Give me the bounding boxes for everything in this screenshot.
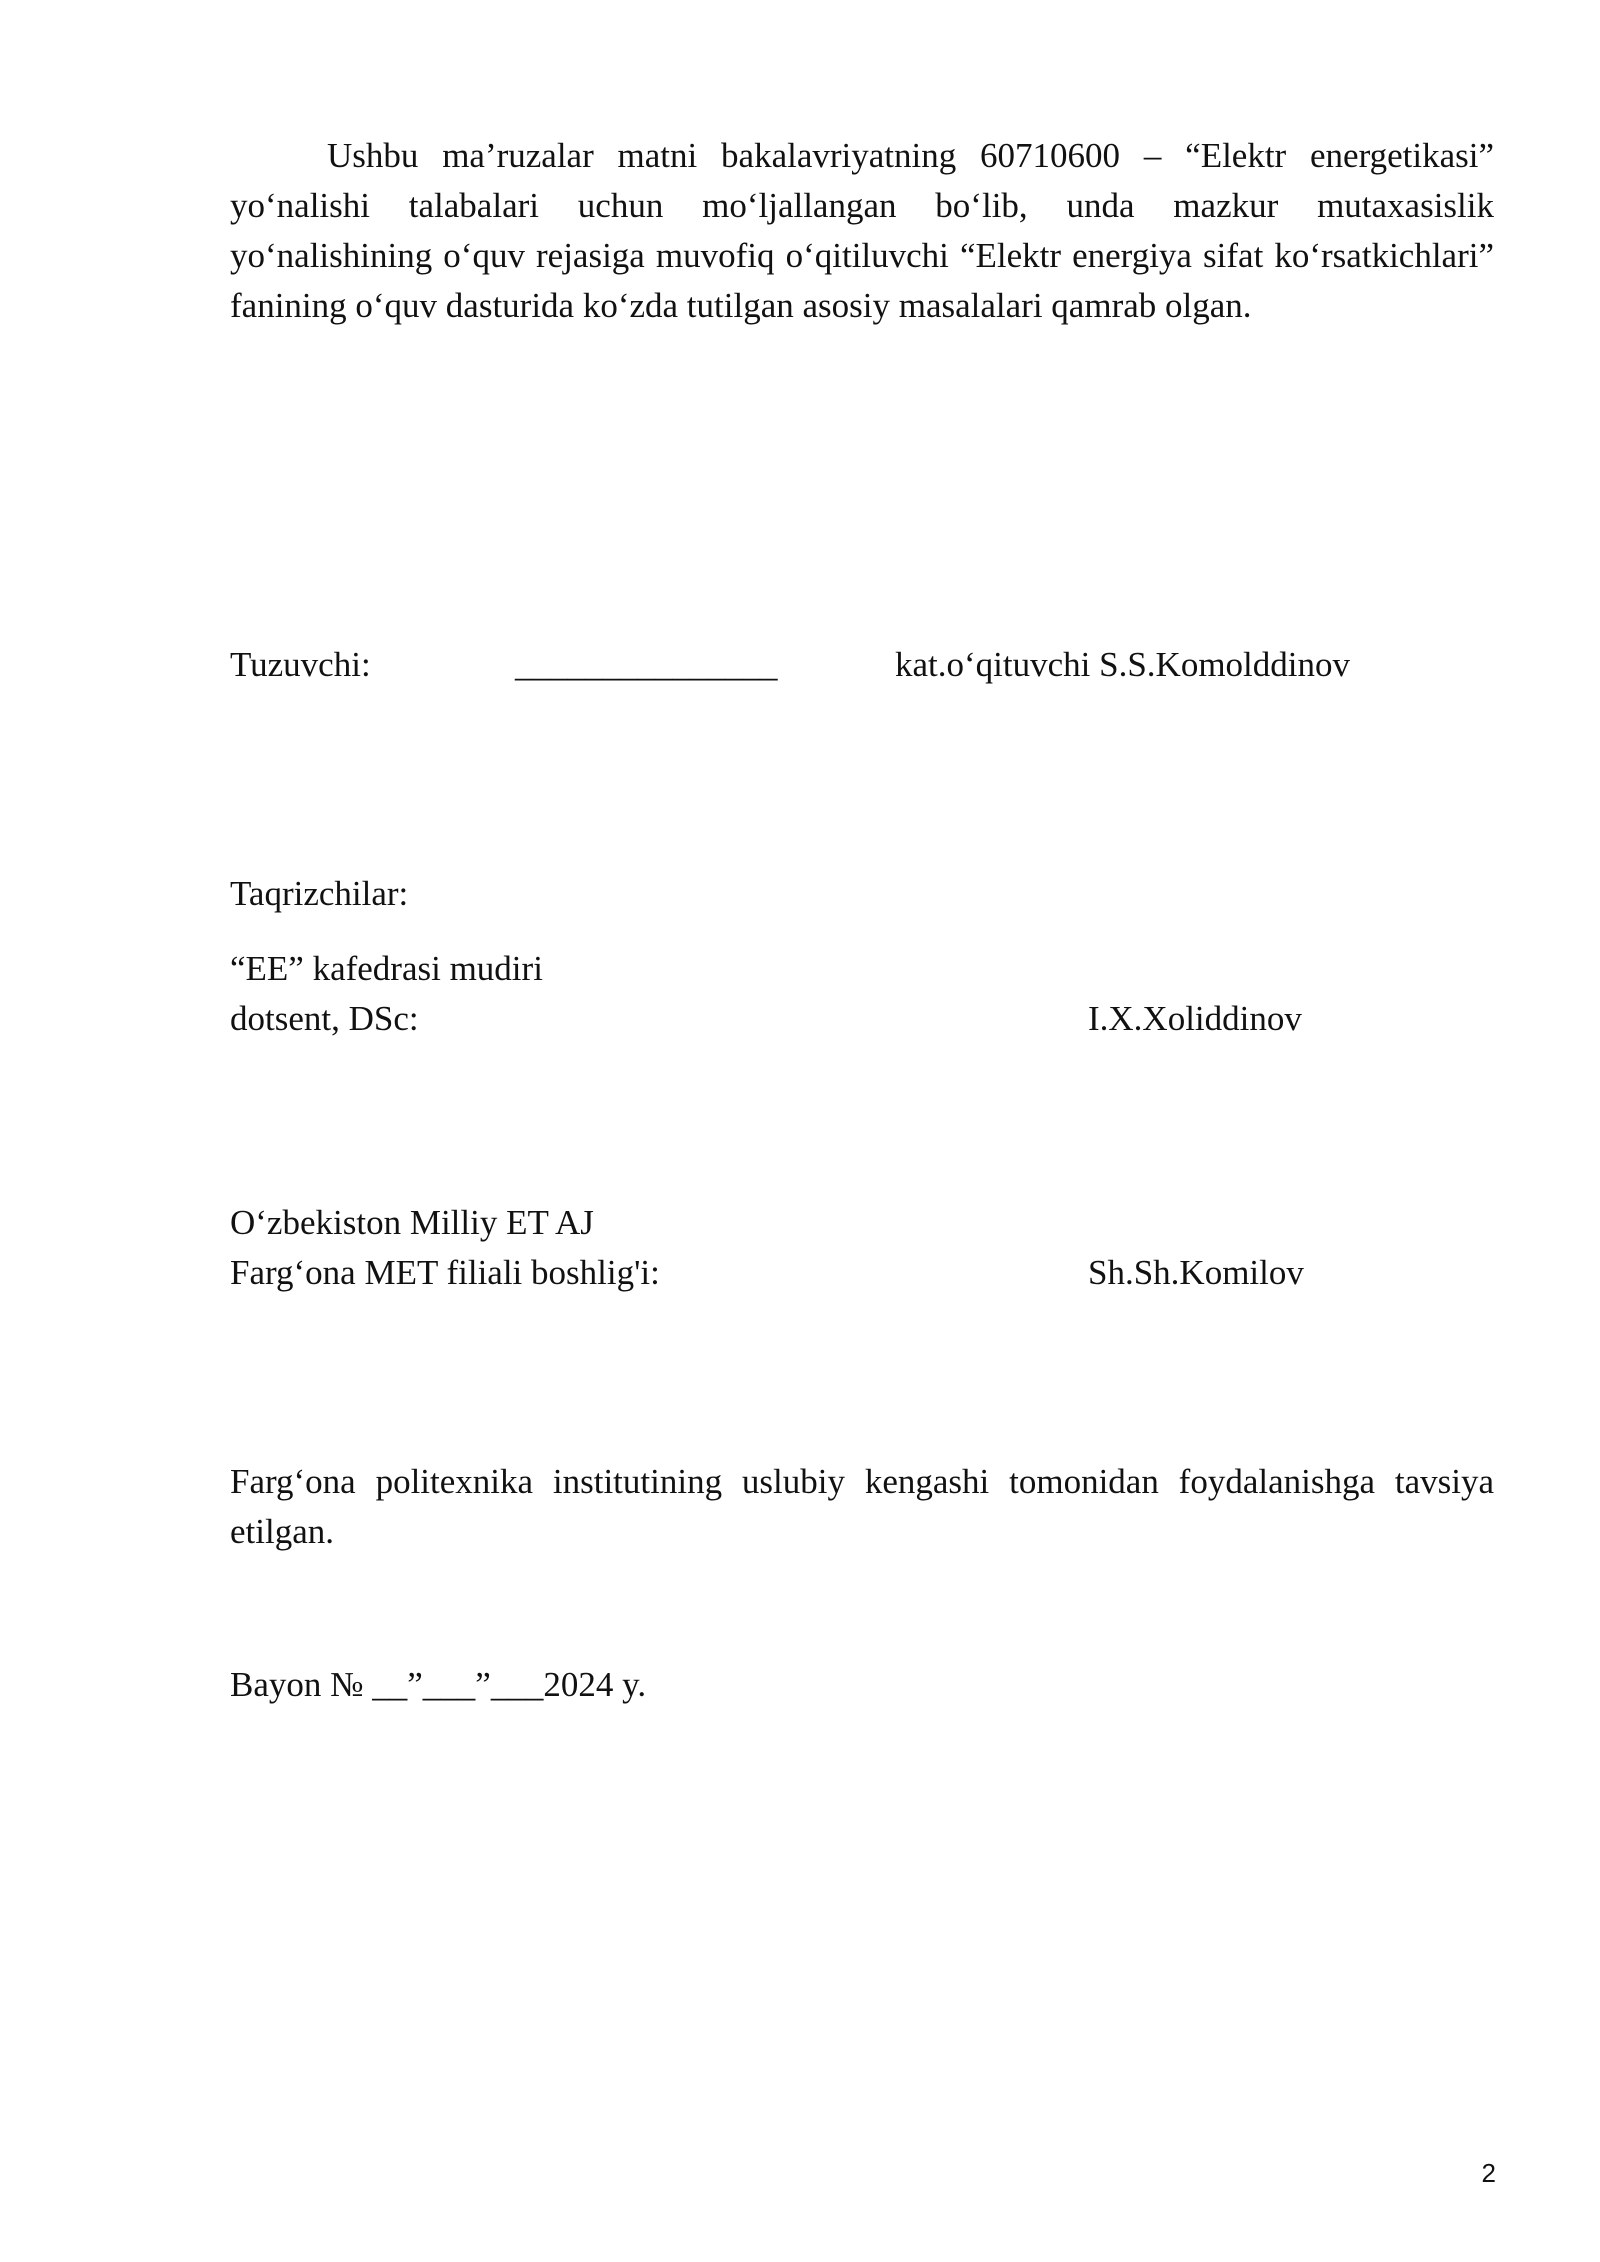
reviewer-2-title-line2: Farg‘ona MET filiali boshlig'i: bbox=[230, 1253, 660, 1292]
recommendation-paragraph: Farg‘ona politexnika institutining uslubiy kengashi tomonidan foydalanishga tavsiya etilgan. bbox=[230, 1462, 1494, 1551]
intro-paragraph: Ushbu ma’ruzalar matni bakalavriyatning 60710600 – “Elektr energetikasi” yo‘nalishi talabalari uchun mo‘ljallangan bo‘lib, unda mazkur mutaxasislik yo‘nalishining o‘quv rejasiga muvofiq o‘qitiluvchi “Elektr energiya sifat ko‘rsatkichlari” fanining o‘quv dasturida ko‘zda tutilgan asosiy masalalari qamrab olgan. bbox=[230, 136, 1494, 325]
reviewer-1-name: I.X.Xoliddinov bbox=[1088, 999, 1302, 1038]
reviewer-2-name: Sh.Sh.Komilov bbox=[1088, 1253, 1304, 1292]
protocol-line: Bayon № __”___”___2024 y. bbox=[230, 1665, 647, 1704]
page-number: 2 bbox=[1481, 2158, 1496, 2188]
reviewer-1-row bbox=[230, 994, 1494, 1044]
compiler-label: Tuzuvchi: bbox=[230, 645, 371, 684]
reviewers-heading: Taqrizchilar: bbox=[230, 874, 409, 913]
reviewer-2-row bbox=[230, 1248, 1494, 1298]
compiler-signature-line: _______________ bbox=[515, 645, 778, 684]
compiler-name: kat.o‘qituvchi S.S.Komolddinov bbox=[895, 645, 1350, 684]
reviewer-2-title-line1: O‘zbekiston Milliy ET AJ bbox=[230, 1203, 594, 1242]
reviewer-1-title-line1: “EE” kafedrasi mudiri bbox=[230, 949, 543, 988]
reviewer-1-title-line2: dotsent, DSc: bbox=[230, 999, 419, 1038]
compiler-row bbox=[230, 640, 1494, 690]
